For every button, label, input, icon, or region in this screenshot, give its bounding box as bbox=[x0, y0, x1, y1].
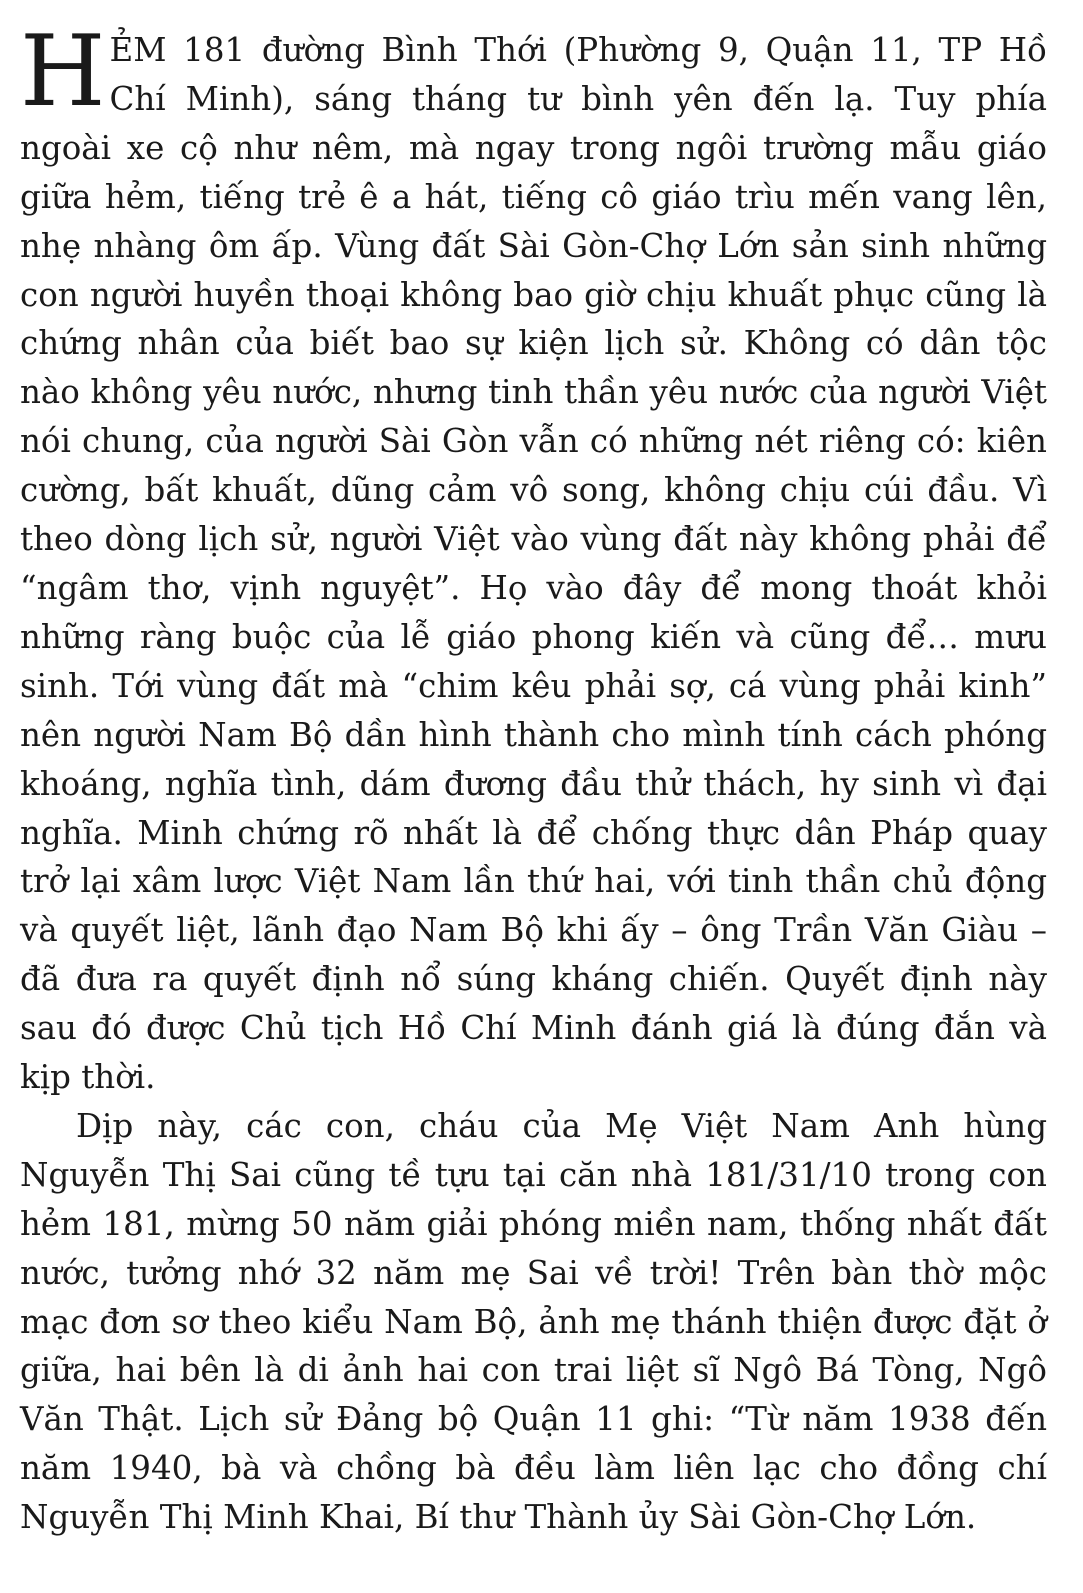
paragraph-1-text: ẺM 181 đường Bình Thới (Phường 9, Quận 11, TP Hồ Chí Minh), sáng tháng tư bình yên đến lạ. Tuy phía ngoài xe cộ như nêm, mà ngay trong ngôi trường mẫu giáo giữa hẻm, tiếng trẻ ê a hát, tiếng cô giáo trìu mến vang lên, nhẹ nhàng ôm ấp. Vùng đất Sài Gòn-Chợ Lớn sản sinh những con người huyền thoại không bao giờ chịu khuất phục cũng là chứng nhân của biết bao sự kiện lịch sử. Không có dân tộc nào không yêu nước, nhưng tinh thần yêu nước của người Việt nói chung, của người Sài Gòn vẫn có những nét riêng có: kiên cường, bất khuất, dũng cảm vô song, không chịu cúi đầu. Vì theo dòng lịch sử, người Việt vào vùng đất này không phải để “ngâm thơ, vịnh nguyệt”. Họ vào đây để mong thoát khỏi những ràng buộc của lễ giáo phong kiến và cũng để… mưu sinh. Tới vùng đất mà “chim kêu phải sợ, cá vùng phải kinh” nên người Nam Bộ dần hình thành cho mình tính cách phóng khoáng, nghĩa tình, dám đương đầu thử thách, hy sinh vì đại nghĩa. Minh chứng rõ nhất là để chống thực dân Pháp quay trở lại xâm lược Việt Nam lần thứ hai, với tinh thần chủ động và quyết liệt, lãnh đạo Nam Bộ khi ấy – ông Trần Văn Giàu – đã đưa ra quyết định nổ súng kháng chiến. Quyết định này sau đó được Chủ tịch Hồ Chí Minh đánh giá là đúng đắn và kịp thời. bbox=[20, 31, 1047, 1097]
drop-cap: H bbox=[20, 15, 106, 129]
paragraph-2: Dịp này, các con, cháu của Mẹ Việt Nam Anh hùng Nguyễn Thị Sai cũng tề tựu tại căn nhà 181/31/10 trong con hẻm 181, mừng 50 năm giải phóng miền nam, thống nhất đất nước, tưởng nhớ 32 năm mẹ Sai về trời! Trên bàn thờ mộc mạc đơn sơ theo kiểu Nam Bộ, ảnh mẹ thánh thiện được đặt ở giữa, hai bên là di ảnh hai con trai liệt sĩ Ngô Bá Tòng, Ngô Văn Thật. Lịch sử Đảng bộ Quận 11 ghi: “Từ năm 1938 đến năm 1940, bà và chồng bà đều làm liên lạc cho đồng chí Nguyễn Thị Minh Khai, Bí thư Thành ủy Sài Gòn-Chợ Lớn. bbox=[20, 1106, 1047, 1537]
article-body bbox=[20, 15, 1047, 1542]
paragraph-1 bbox=[20, 15, 1047, 1102]
